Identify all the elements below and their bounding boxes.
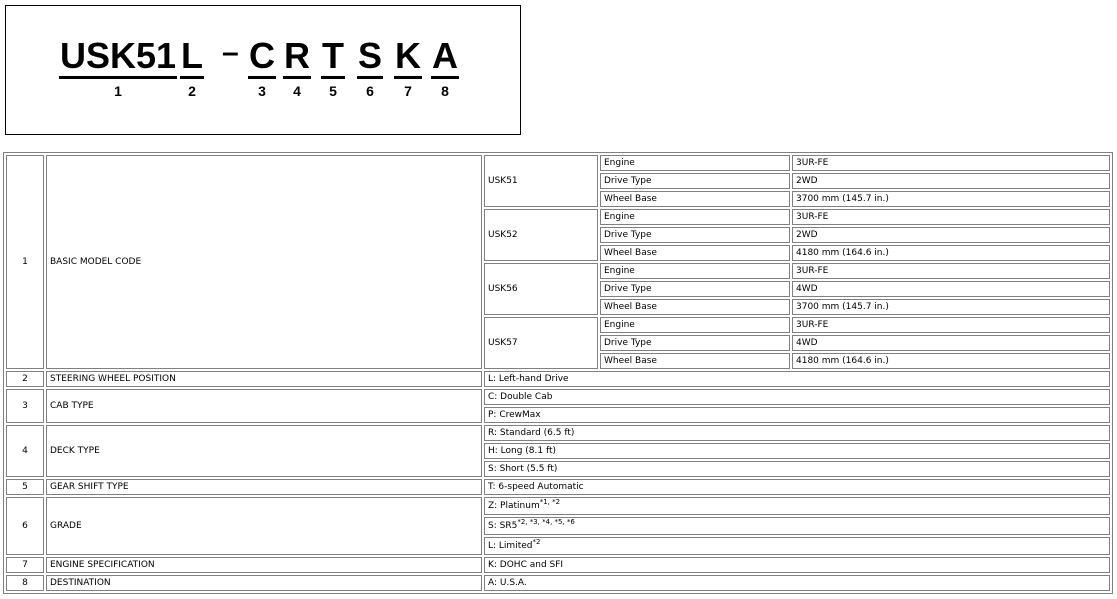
- attr-label: Drive Type: [600, 281, 790, 297]
- row-value: [484, 497, 1110, 515]
- row-number: 1: [6, 155, 44, 369]
- attr-value: 3UR-FE: [792, 209, 1110, 225]
- footnote-ref: *2: [532, 538, 541, 546]
- code-segment-text: USK51: [59, 36, 177, 79]
- code-segment-number: 4: [293, 83, 301, 99]
- code-segment-number: 8: [441, 83, 449, 99]
- code-segment-text: A: [431, 36, 459, 79]
- table-row: [6, 557, 1110, 573]
- row-value: [484, 517, 1110, 535]
- code-segment-8: [431, 36, 459, 99]
- row-item: DECK TYPE: [46, 425, 482, 477]
- attr-value: 3UR-FE: [792, 155, 1110, 171]
- attr-value: 3700 mm (145.7 in.): [792, 191, 1110, 207]
- model-code-cell: USK57: [484, 317, 598, 369]
- row-number: 8: [6, 575, 44, 591]
- row-value: S: Short (5.5 ft): [484, 461, 1110, 477]
- model-code-cell: USK56: [484, 263, 598, 315]
- attr-value: 3UR-FE: [792, 317, 1110, 333]
- row-value: A: U.S.A.: [484, 575, 1110, 591]
- code-segment-number: 6: [366, 83, 374, 99]
- attr-value: 2WD: [792, 227, 1110, 243]
- code-segment-4: [283, 36, 311, 99]
- code-separator: –: [222, 36, 239, 69]
- code-segment-number: 5: [329, 83, 337, 99]
- grade-text: Z: Platinum: [488, 501, 540, 511]
- table-row: [6, 479, 1110, 495]
- attr-label: Engine: [600, 209, 790, 225]
- row-number: 5: [6, 479, 44, 495]
- footnote-ref: *1, *2: [539, 498, 561, 506]
- code-segment-1: [59, 36, 177, 99]
- row-item: CAB TYPE: [46, 389, 482, 423]
- row-item: BASIC MODEL CODE: [46, 155, 482, 369]
- table-row: [6, 389, 1110, 405]
- row-item: ENGINE SPECIFICATION: [46, 557, 482, 573]
- row-value: [484, 537, 1110, 555]
- row-value: K: DOHC and SFI: [484, 557, 1110, 573]
- code-segment-text: C: [248, 36, 276, 79]
- model-code-figure: [5, 5, 521, 135]
- attr-label: Drive Type: [600, 335, 790, 351]
- attr-label: Engine: [600, 317, 790, 333]
- row-number: 6: [6, 497, 44, 555]
- table-row: [6, 575, 1110, 591]
- code-segment-text: K: [394, 36, 422, 79]
- attr-label: Engine: [600, 263, 790, 279]
- attr-label: Drive Type: [600, 227, 790, 243]
- row-number: 4: [6, 425, 44, 477]
- table-row: [6, 371, 1110, 387]
- code-segment-text: T: [321, 36, 345, 79]
- row-item: STEERING WHEEL POSITION: [46, 371, 482, 387]
- attr-label: Wheel Base: [600, 353, 790, 369]
- code-segment-7: [394, 36, 422, 99]
- row-value: L: Left-hand Drive: [484, 371, 1110, 387]
- grade-text: L: Limited: [488, 541, 533, 551]
- code-segment-number: 2: [188, 83, 196, 99]
- row-number: 7: [6, 557, 44, 573]
- code-segment-text: R: [283, 36, 311, 79]
- row-number: 2: [6, 371, 44, 387]
- attr-value: 4WD: [792, 335, 1110, 351]
- attr-label: Wheel Base: [600, 191, 790, 207]
- model-code-cell: USK52: [484, 209, 598, 261]
- row-value: R: Standard (6.5 ft): [484, 425, 1110, 441]
- row-value: H: Long (8.1 ft): [484, 443, 1110, 459]
- attr-value: 3UR-FE: [792, 263, 1110, 279]
- table-row: [6, 155, 1110, 171]
- attr-label: Wheel Base: [600, 245, 790, 261]
- footnote-ref: *2, *3, *4, *5, *6: [517, 518, 575, 526]
- code-segment-3: [248, 36, 276, 99]
- code-segment-text: L: [180, 36, 204, 79]
- attr-value: 3700 mm (145.7 in.): [792, 299, 1110, 315]
- row-item: GRADE: [46, 497, 482, 555]
- row-value: T: 6-speed Automatic: [484, 479, 1110, 495]
- model-code-cell: USK51: [484, 155, 598, 207]
- row-value: C: Double Cab: [484, 389, 1110, 405]
- attr-value: 2WD: [792, 173, 1110, 189]
- attr-label: Engine: [600, 155, 790, 171]
- attr-value: 4180 mm (164.6 in.): [792, 245, 1110, 261]
- code-segment-5: [321, 36, 345, 99]
- code-segment-2: [180, 36, 204, 99]
- code-segment-number: 3: [258, 83, 266, 99]
- code-segment-number: 7: [404, 83, 412, 99]
- code-segment-6: [357, 36, 383, 99]
- model-code-table: [3, 152, 1113, 594]
- attr-value: 4WD: [792, 281, 1110, 297]
- table-row: [6, 425, 1110, 441]
- attr-label: Drive Type: [600, 173, 790, 189]
- code-segment-text: S: [357, 36, 383, 79]
- code-segment-number: 1: [114, 83, 122, 99]
- grade-text: S: SR5: [488, 521, 518, 531]
- attr-label: Wheel Base: [600, 299, 790, 315]
- row-item: DESTINATION: [46, 575, 482, 591]
- row-value: P: CrewMax: [484, 407, 1110, 423]
- row-number: 3: [6, 389, 44, 423]
- attr-value: 4180 mm (164.6 in.): [792, 353, 1110, 369]
- row-item: GEAR SHIFT TYPE: [46, 479, 482, 495]
- table-row: [6, 497, 1110, 515]
